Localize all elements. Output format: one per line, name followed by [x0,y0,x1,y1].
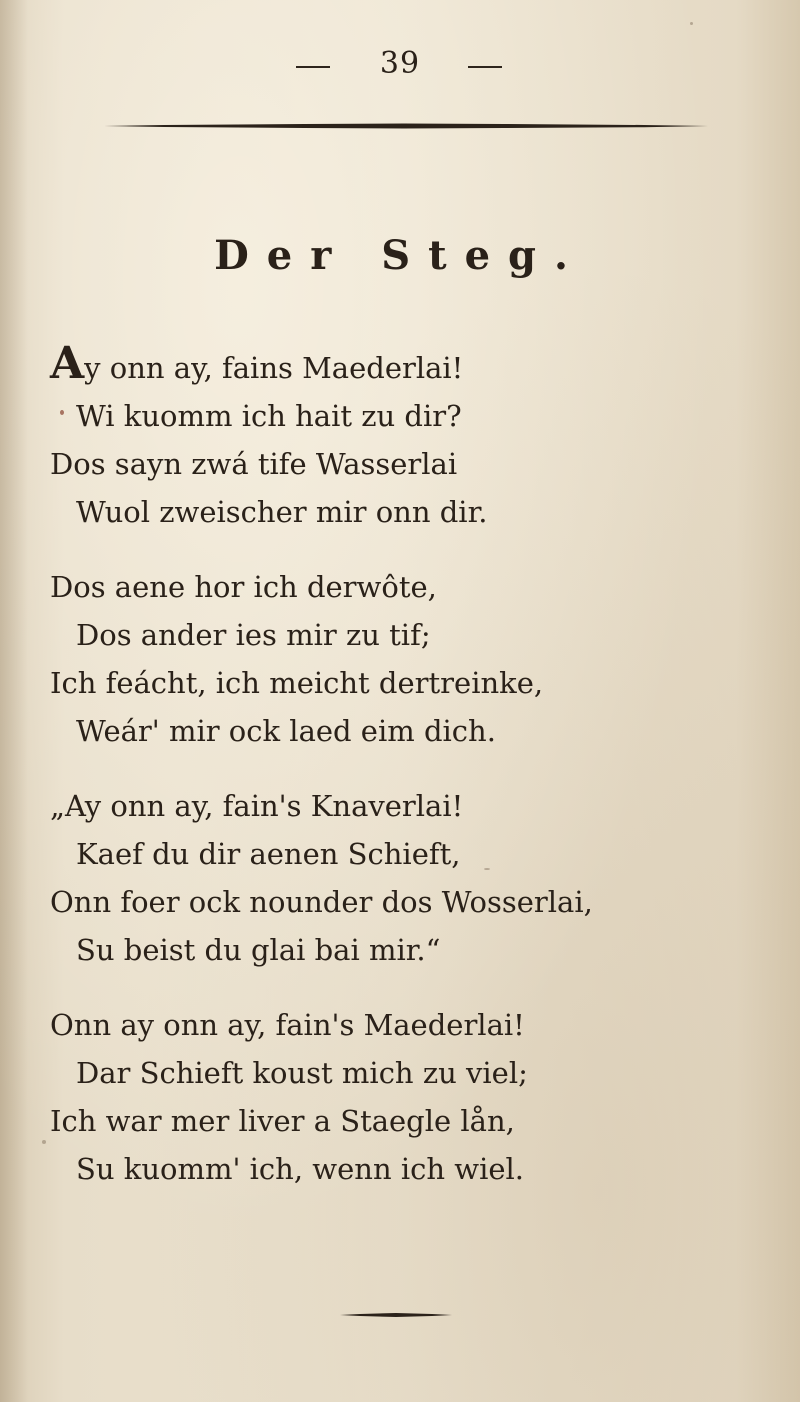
poem-line: Dos ander ies mir zu tif; [76,618,431,652]
header-rule [104,120,708,132]
paper-speck [690,22,693,25]
poem-line: Dar Schieft koust mich zu viel; [76,1056,528,1090]
footer-rule [340,1310,452,1320]
poem-line: Ich war mer liver a Staegle lån, [50,1104,515,1138]
poem-line: Weár' mir ock laed eim dich. [76,714,496,748]
poem-line: Su kuomm' ich, wenn ich wiel. [76,1152,525,1186]
poem-line: „Ay onn ay, fain's Knaverlai! [50,789,464,823]
poem-line: Ich feácht, ich meicht dertreinke, [50,666,544,700]
poem-line: Onn foer ock nounder dos Wosserlai, [50,885,593,919]
poem-title: Der Steg. [214,232,586,279]
stanza [50,563,750,755]
poem-line: Wuol zweischer mir onn dir. [76,495,488,529]
poem-line: Wi kuomm ich hait zu dir? [76,399,462,433]
page-fold-shadow [0,0,28,1402]
paper-speck [42,1140,46,1144]
stanza [50,1001,750,1193]
poem-body [50,338,750,1220]
poem-line: Kaef du dir aenen Schieft, [76,837,461,871]
poem-line: Su beist du glai bai mir.“ [76,933,441,967]
header-dash-left [296,66,330,68]
poem-line-text: y onn ay, fains Maederlai! [84,351,464,385]
page-header [0,42,800,92]
poem-line: Onn ay onn ay, fain's Maederlai! [50,1008,525,1042]
stanza [50,338,750,536]
stanza [50,782,750,974]
poem-line: Dos sayn zwá tife Wasserlai [50,447,458,481]
page-number: 39 [379,46,421,81]
header-dash-right [468,66,502,68]
poem-line [50,338,750,392]
drop-cap: A [50,338,85,389]
poem-line: Dos aene hor ich derwôte, [50,570,437,604]
